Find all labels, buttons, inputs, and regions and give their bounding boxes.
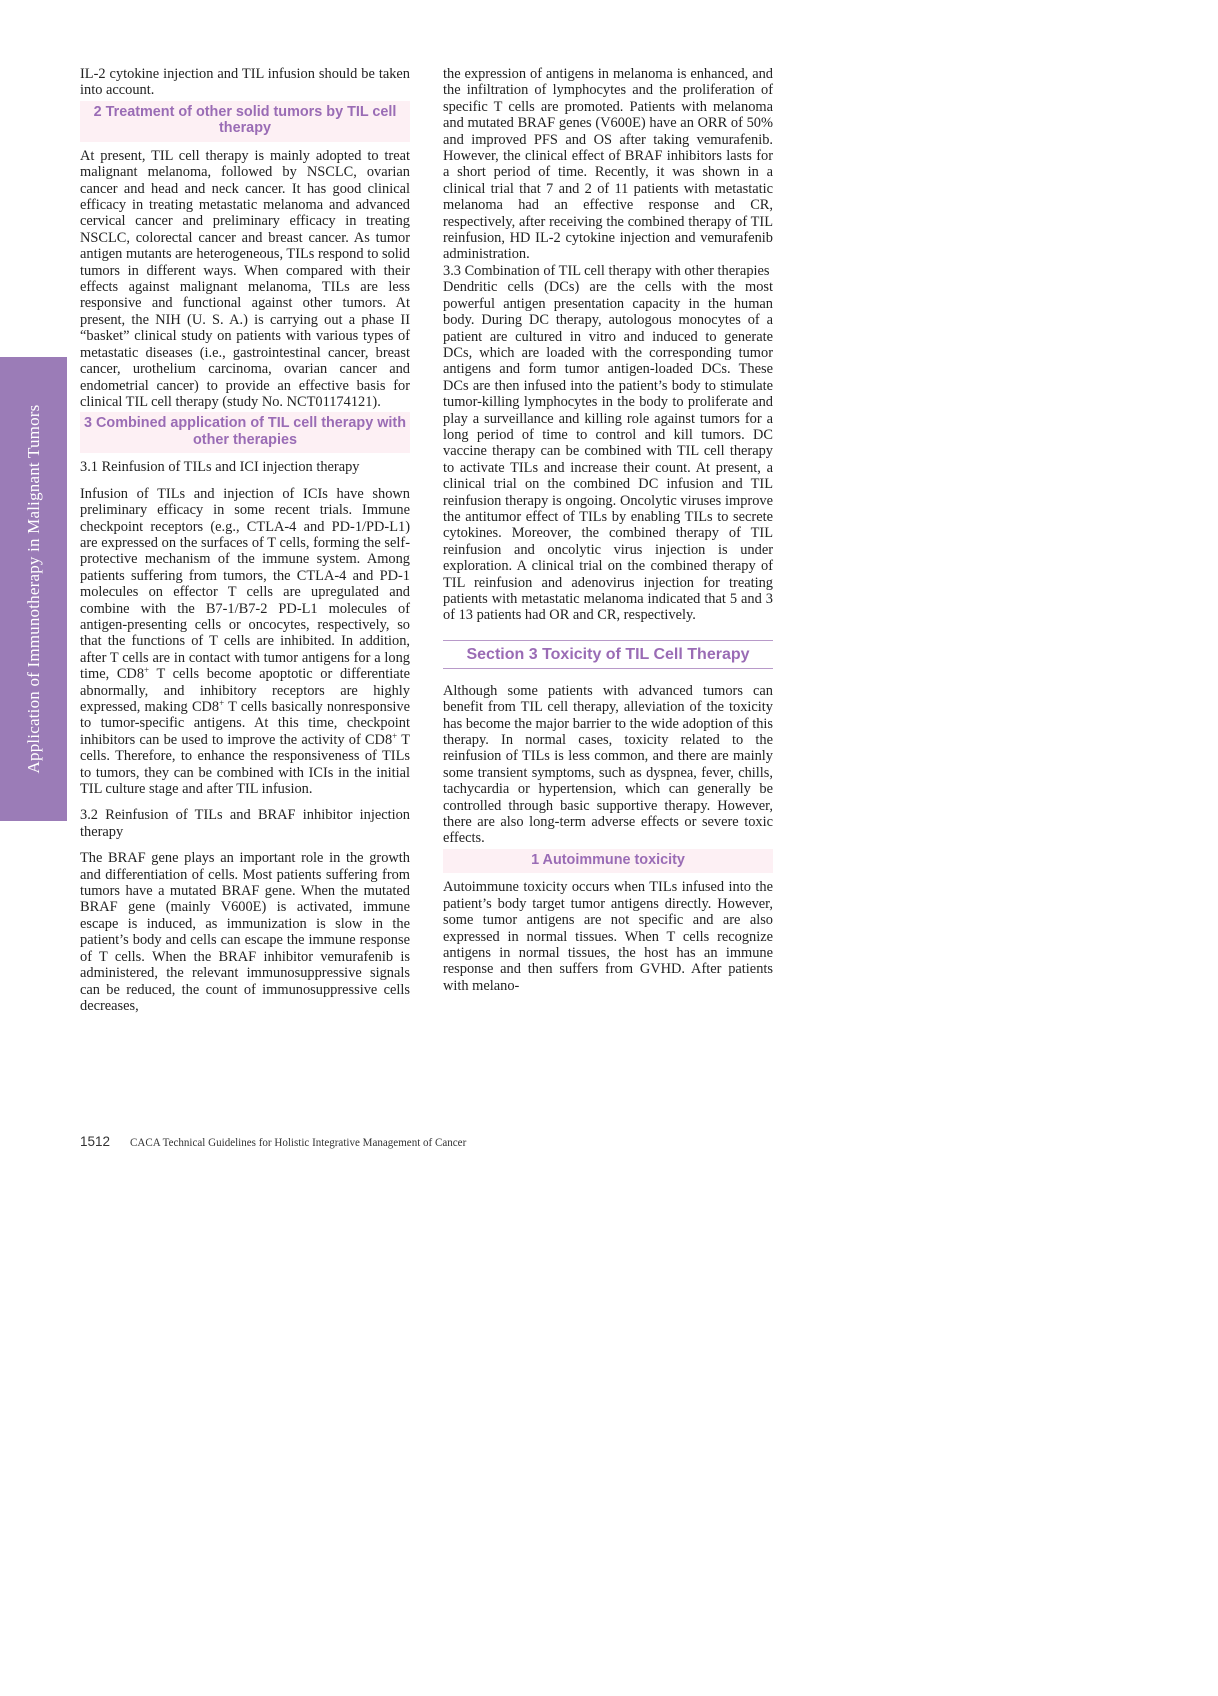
paragraph-autoimmune: Autoimmune toxicity occurs when TILs infused into the patient’s body target tumor antigens directly. However, some tumor antigens are not specific and are also expressed in normal tissues. When T cells recognize antigens in normal tissues, the host has an immune response and then suffers from GVHD. After patients with melano- [443, 879, 773, 994]
subheading-3-3: 3.3 Combination of TIL cell therapy with other therapies [443, 262, 770, 279]
left-column [80, 66, 410, 1014]
page-footer [80, 1134, 496, 1150]
paragraph-3-1: Infusion of TILs and injection of ICIs have shown preliminary efficacy in some recent trials. Immune checkpoint receptors (e.g., CTLA-4 and PD-1/PD-L1) are expressed on the surfaces of T cells, forming the self-protective mechanism of the immune system. Among patients suffering from tumors, the CTLA-4 and PD-1 molecules on effector T cells are upregulated and combine with the B7-1/B7-2 PD-L1 molecules of antigen-presenting cells or oncocytes, respectively, so that the functions of T cells are inhibited. In addition, after T cells are in contact with tumor antigens for a long time, CD8+ T cells become apoptotic or differentiate abnormally, and inhibitory receptors are highly expressed, making CD8+ T cells basically nonresponsive to tumor-specific antigens. At this time, checkpoint inhibitors can be used to improve the activity of CD8+ T cells. Therefore, to enhance the responsiveness of TILs to tumors, they can be combined with ICIs in the initial TIL culture stage and after TIL infusion. [80, 485, 410, 798]
paragraph-3-2: The BRAF gene plays an important role in the growth and differentiation of cells. Most patients suffering from tumors have a mutated BRAF gene. When the mutated BRAF gene (mainly V600E) is activated, immune escape is induced, as immunization is slow in the patient’s body and cells can escape the immune response of T cells. When the BRAF inhibitor vemurafenib is administered, the relevant immunosuppressive signals can be reduced, the count of immunosuppressive cells decreases, [80, 850, 410, 1014]
right-column [443, 66, 773, 994]
section-heading-toxicity: Section 3 Toxicity of TIL Cell Therapy [443, 640, 773, 669]
side-tab [0, 357, 67, 821]
heading-combined-application: 3 Combined application of TIL cell therapy with other therapies [80, 412, 410, 453]
paragraph-intro: IL-2 cytokine injection and TIL infusion should be taken into account. [80, 66, 410, 99]
subheading-3-2: 3.2 Reinfusion of TILs and BRAF inhibitor injection therapy [80, 807, 410, 840]
paragraph-3-2-continued: the expression of antigens in melanoma is enhanced, and the infiltration of lymphocytes and the proliferation of specific T cells are promoted. Patients with melanoma and mutated BRAF genes (V600E) have an ORR of 50% and improved PFS and OS after taking vemurafenib. However, the clinical effect of BRAF inhibitors lasts for a short period of time. Recently, it was shown in a clinical trial that 7 and 2 of 11 patients with metastatic melanoma had an effective response and CR, respectively, after receiving the combined therapy of TIL reinfusion, HD IL-2 cytokine injection and vemurafenib administration. [443, 66, 773, 263]
paragraph-toxicity: Although some patients with advanced tumors can benefit from TIL cell therapy, alleviation of the toxicity has become the major barrier to the wide adoption of this therapy. In normal cases, toxicity related to the reinfusion of TILs is less common, and there are mainly some transient symptoms, such as dyspnea, fever, chills, tachycardia or hypertension, which can generally be controlled through basic supportive therapy. However, there are also long-term adverse effects or severe toxic effects. [443, 682, 773, 847]
side-tab-label: Application of Immunotherapy in Malignant Tumors [23, 404, 43, 774]
subheading-3-1: 3.1 Reinfusion of TILs and ICI injection therapy [80, 459, 360, 476]
heading-other-solid-tumors: 2 Treatment of other solid tumors by TIL cell therapy [80, 101, 410, 142]
paragraph-solid-tumors: At present, TIL cell therapy is mainly adopted to treat malignant melanoma, followed by NSCLC, ovarian cancer and head and neck cancer. It has good clinical efficacy in treating metastatic melanoma and advanced cervical cancer and preliminary efficacy in treating NSCLC, colorectal cancer and breast cancer. As tumor antigen mutants are heterogeneous, TILs respond to solid tumors in different ways. When compared with their effects against malignant melanoma, TILs are less responsive and functional against other tumors. At present, the NIH (U. S. A.) is carrying out a phase II “basket” clinical study on patients with various types of metastatic diseases (i.e., gastrointestinal cancer, breast cancer, urothelium carcinoma, ovarian cancer and endometrial cancer) to provide an effective basis for clinical TIL cell therapy (study No. NCT01174121). [80, 147, 410, 410]
footer-title: CACA Technical Guidelines for Holistic Integrative Management of Cancer [130, 1135, 467, 1149]
heading-autoimmune-toxicity: 1 Autoimmune toxicity [443, 849, 773, 874]
paragraph-3-3: Dendritic cells (DCs) are the cells with the most powerful antigen presentation capacity in the human body. During DC therapy, autologous monocytes of a patient are cultured in vitro and induced to generate DCs, which are loaded with the corresponding tumor antigens and form tumor antigen-loaded DCs. These DCs are then infused into the patient’s body to stimulate tumor-killing lymphocytes in the body to proliferate and play a surveillance and killing role against tumors for a long period of time to control and kill tumors. DC vaccine therapy can be combined with TIL cell therapy to activate TILs and increase their count. At present, a clinical trial on the combined DC infusion and TIL reinfusion therapy is ongoing. Oncolytic viruses improve the antitumor effect of TILs by enabling TILs to secrete cytokines. Moreover, the combined therapy of TIL reinfusion and oncolytic virus injection is under exploration. A clinical trial on the combined therapy of TIL reinfusion and adenovirus injection for treating patients with metastatic melanoma indicated that 5 and 3 of 13 patients had OR and CR, respectively. [443, 279, 773, 624]
page-number: 1512 [80, 1134, 111, 1149]
